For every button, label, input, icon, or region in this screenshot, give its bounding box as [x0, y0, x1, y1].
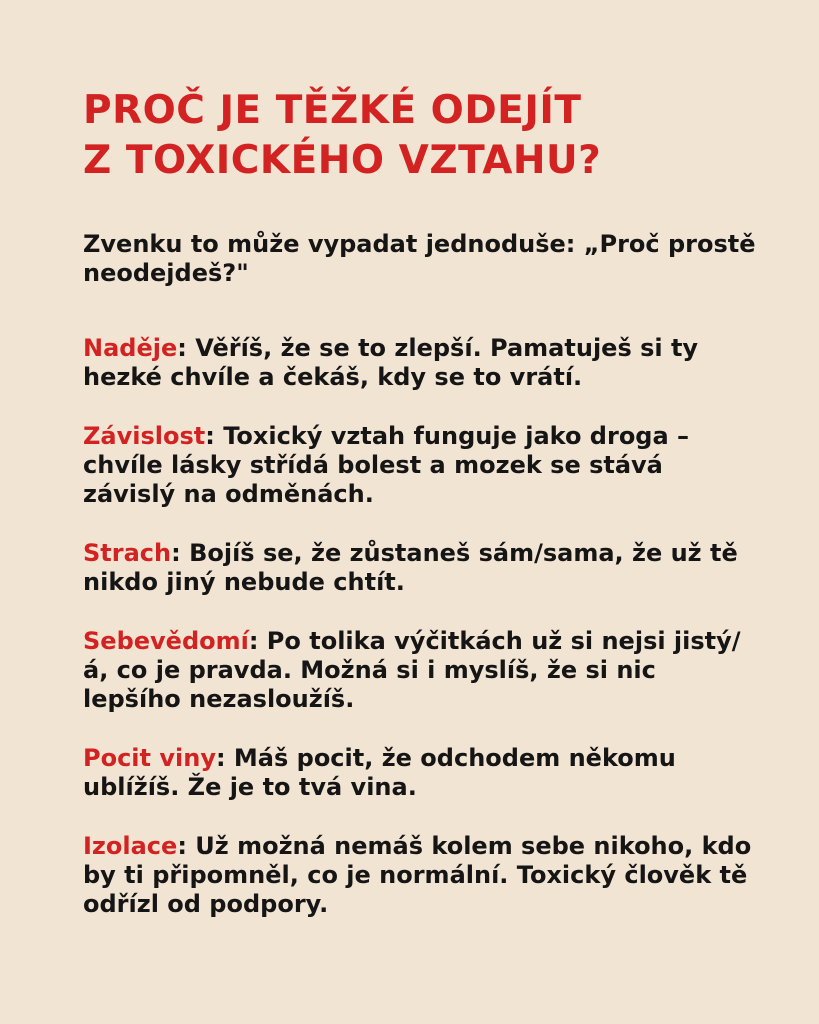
list-item-nadeje — [83, 334, 759, 392]
term-description: : Bojíš se, že zůstaneš sám/sama, že už tě nikdo jiný nebude chtít. — [83, 539, 738, 596]
reasons-list — [83, 334, 759, 919]
term-description: : Po tolika výčitkách už si nejsi jistý/á, co je pravda. Možná si i myslíš, že si nic lepšího nezasloužíš. — [83, 627, 741, 713]
intro-text: Zvenku to může vypadat jednoduše: „Proč prostě neodejdeš?" — [83, 230, 756, 287]
term-description: : Už možná nemáš kolem sebe nikoho, kdo by ti připomněl, co je normální. Toxický člověk tě odřízl od podpory. — [83, 832, 752, 918]
page-title — [83, 86, 759, 186]
term-description: : Toxický vztah funguje jako droga – chvíle lásky střídá bolest a mozek se stává závislý na odměnách. — [83, 422, 690, 508]
list-item-pocit-viny — [83, 744, 759, 802]
term-label: Strach — [83, 539, 172, 567]
title-line-1: PROČ JE TĚŽKÉ ODEJÍT — [83, 88, 582, 133]
list-item-zavislost — [83, 422, 759, 509]
title-line-2: Z TOXICKÉHO VZTAHU? — [83, 138, 602, 183]
list-item-izolace — [83, 832, 759, 919]
term-label: Závislost — [83, 422, 206, 450]
term-description: : Věříš, že se to zlepší. Pamatuješ si ty hezké chvíle a čekáš, kdy se to vrátí. — [83, 334, 699, 391]
list-item-sebevedomi — [83, 627, 759, 714]
list-item-strach — [83, 539, 759, 597]
term-label: Izolace — [83, 832, 178, 860]
term-description: : Máš pocit, že odchodem někomu ublížíš. Že je to tvá vina. — [83, 744, 676, 801]
term-label: Naděje — [83, 334, 178, 362]
term-label: Sebevědomí — [83, 627, 249, 655]
term-label: Pocit viny — [83, 744, 216, 772]
